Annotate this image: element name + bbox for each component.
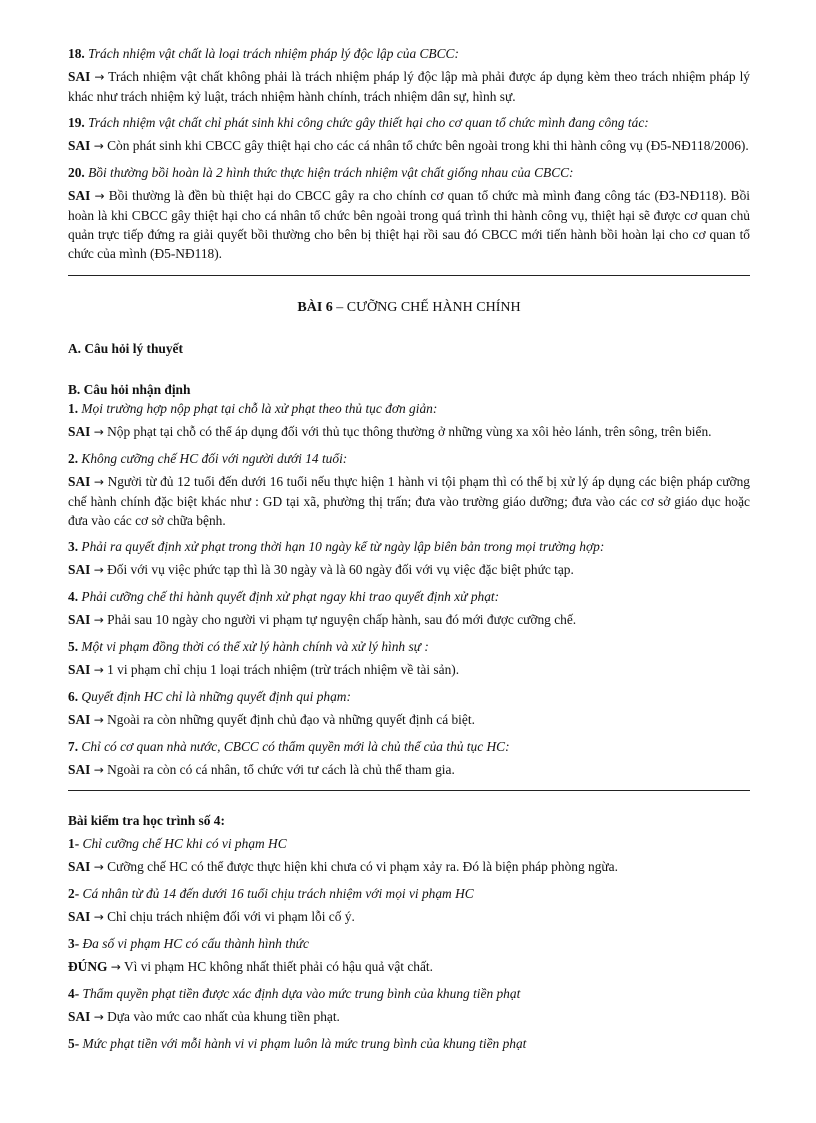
lesson-title: BÀI 6 – CƯỠNG CHẾ HÀNH CHÍNH [297, 300, 521, 315]
question-text: 6. Quyết định HC chỉ là những quyết định qui phạm: [68, 689, 351, 704]
answer-text: SAI → Phải sau 10 ngày cho người vi phạm tự nguyện chấp hành, sau đó mới được cưỡng chế. [68, 612, 577, 627]
question-text: 2. Không cưỡng chế HC đối với người dưới 14 tuổi: [68, 451, 348, 466]
question-text: 4. Phải cưỡng chế thi hành quyết định xử phạt ngay khi trao quyết định xử phạt: [68, 589, 500, 604]
answer-text: SAI → Ngoài ra còn những quyết định chủ đạo và những quyết định cá biệt. [68, 712, 475, 727]
question-text: 19. Trách nhiệm vật chất chỉ phát sinh khi công chức gây thiết hại cho cơ quan tổ chức mình đang công tác: [68, 115, 649, 130]
answer-text: SAI → Cưỡng chế HC có thể được thực hiện khi chưa có vi phạm xảy ra. Đó là biện pháp phòng ngừa. [68, 859, 618, 874]
question-text: 3- Đa số vi phạm HC có cấu thành hình thức [68, 936, 309, 951]
arrow-icon: → [93, 139, 104, 153]
arrow-icon: → [93, 763, 104, 777]
question-item [68, 884, 750, 927]
answer-text: SAI → Dựa vào mức cao nhất của khung tiền phạt. [68, 1009, 340, 1024]
question-item [68, 1034, 750, 1053]
arrow-icon: → [93, 860, 104, 874]
question-text: 5- Mức phạt tiền với mỗi hành vi vi phạm luôn là mức trung bình của khung tiền phạt [68, 1036, 527, 1051]
arrow-icon: → [93, 713, 104, 727]
answer-text: ĐÚNG → Vì vi phạm HC không nhất thiết phải có hậu quả vật chất. [68, 959, 433, 974]
test-title: Bài kiểm tra học trình số 4: [68, 813, 225, 828]
document-page [68, 44, 750, 1060]
question-item [68, 934, 750, 977]
arrow-icon: → [93, 910, 104, 924]
arrow-icon: → [93, 475, 104, 489]
question-text: 7. Chỉ có cơ quan nhà nước, CBCC có thẩm quyền mới là chủ thể của thủ tục HC: [68, 739, 510, 754]
arrow-icon: → [94, 70, 105, 84]
question-item-19 [68, 113, 750, 156]
arrow-icon: → [93, 425, 104, 439]
arrow-icon: → [93, 563, 104, 577]
question-item [68, 587, 750, 630]
answer-text: SAI → Nộp phạt tại chỗ có thể áp dụng đối với thủ tục thông thường ở những vùng xa xôi hẻo lánh, trên sông, trên biển. [68, 424, 712, 439]
question-item [68, 737, 750, 780]
question-text: 5. Một vi phạm đồng thời có thể xử lý hành chính và xử lý hình sự : [68, 639, 429, 654]
divider [68, 790, 750, 791]
answer-text: SAI → 1 vi phạm chỉ chịu 1 loại trách nhiệm (trừ trách nhiệm về tài sản). [68, 662, 460, 677]
question-item [68, 637, 750, 680]
section-b-heading: B. Câu hỏi nhận định [68, 382, 191, 397]
answer-text: SAI → Trách nhiệm vật chất không phải là trách nhiệm pháp lý độc lập mà phải được áp dụng kèm theo trách nhiệm pháp lý khác như trách nhiệm kỷ luật, trách nhiệm hành chính, trách nhiệm dân sự, hình sự. [68, 69, 750, 104]
question-text: 2- Cá nhân từ đủ 14 đến dưới 16 tuổi chịu trách nhiệm với mọi vi phạm HC [68, 886, 474, 901]
question-item [68, 984, 750, 1027]
arrow-icon: → [94, 189, 105, 203]
answer-text: SAI → Đối với vụ việc phức tạp thì là 30 ngày và là 60 ngày đối với vụ việc đặc biệt phức tạp. [68, 562, 574, 577]
question-item [68, 399, 750, 442]
arrow-icon: → [110, 960, 121, 974]
question-item-20 [68, 163, 750, 263]
divider [68, 275, 750, 276]
answer-text: SAI → Bồi thường là đền bù thiệt hại do CBCC gây ra cho chính cơ quan tổ chức mà mình đang công tác (Đ3-NĐ118). Bồi hoàn là khi CBCC gây thiệt hại cho cá nhân tổ chức bên ngoài trong quá trình thi hành công vụ, thiệt hại sẽ được cơ quan chủ quản trực tiếp đứng ra giải quyết bồi thường cho bên bị thiệt hại rồi sau đó CBCC mới tiến hành bồi hoàn lại cho cơ quan tổ chức của mình (Đ5-NĐ118). [68, 188, 750, 261]
section-a-heading: A. Câu hỏi lý thuyết [68, 341, 183, 356]
question-item [68, 537, 750, 580]
answer-text: SAI → Người từ đủ 12 tuổi đến dưới 16 tuổi nếu thực hiện 1 hành vi tội phạm thì có thể bị xử lý áp dụng các biện pháp cưỡng chế hành chính đặc biệt khác như : GD tại xã, phường thị trấn; đưa vào trường giáo dưỡng; đưa vào các cơ sở giáo dục hoặc đưa vào các cơ sở chữa bệnh. [68, 474, 750, 528]
answer-text: SAI → Chỉ chịu trách nhiệm đối với vi phạm lỗi cố ý. [68, 909, 355, 924]
question-text: 1- Chỉ cưỡng chế HC khi có vi phạm HC [68, 836, 287, 851]
arrow-icon: → [93, 613, 104, 627]
arrow-icon: → [93, 663, 104, 677]
question-text: 20. Bồi thường bồi hoàn là 2 hình thức thực hiện trách nhiệm vật chất giống nhau của CBCC: [68, 165, 574, 180]
question-item-18 [68, 44, 750, 106]
test-list [68, 834, 750, 1053]
question-item [68, 834, 750, 877]
question-text: 18. Trách nhiệm vật chất là loại trách nhiệm pháp lý độc lập của CBCC: [68, 46, 459, 61]
question-text: 3. Phải ra quyết định xử phạt trong thời hạn 10 ngày kể từ ngày lập biên bản trong mọi trường hợp: [68, 539, 605, 554]
arrow-icon: → [93, 1010, 104, 1024]
question-text: 4- Thẩm quyền phạt tiền được xác định dựa vào mức trung bình của khung tiền phạt [68, 986, 521, 1001]
answer-text: SAI → Còn phát sinh khi CBCC gây thiệt hại cho các cá nhân tổ chức bên ngoài trong khi thi hành công vụ (Đ5-NĐ118/2006). [68, 138, 749, 153]
section-b-list [68, 399, 750, 780]
question-item [68, 449, 750, 530]
answer-text: SAI → Ngoài ra còn có cá nhân, tổ chức với tư cách là chủ thể tham gia. [68, 762, 455, 777]
question-item [68, 687, 750, 730]
question-text: 1. Mọi trường hợp nộp phạt tại chỗ là xử phạt theo thủ tục đơn giản: [68, 401, 438, 416]
